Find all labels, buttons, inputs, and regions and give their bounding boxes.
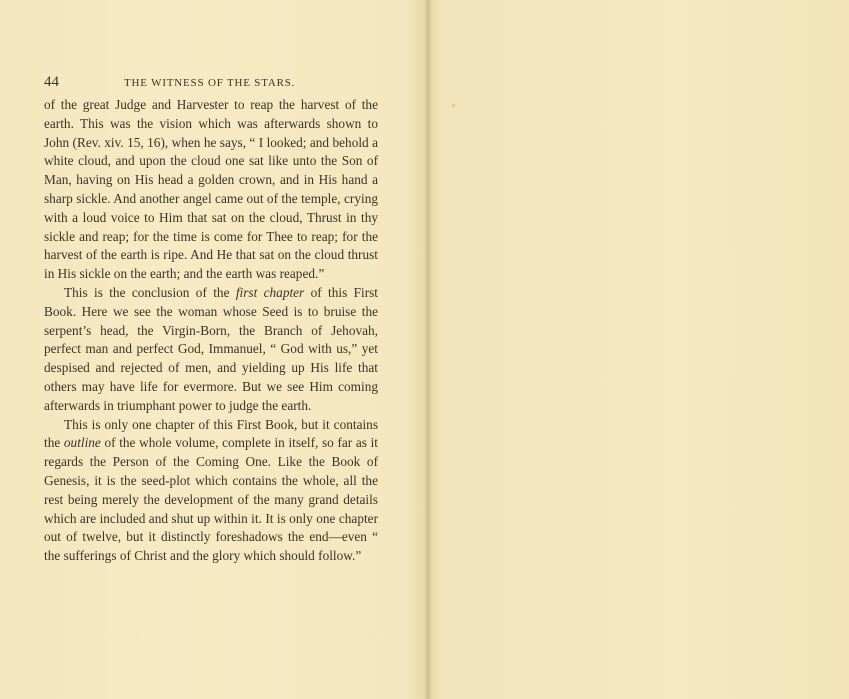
paragraph-3-text-before: This is only one chapter of this First Book, but it contains the bbox=[44, 416, 378, 451]
paragraph-3 bbox=[44, 416, 378, 566]
running-head bbox=[44, 74, 378, 96]
paragraph-3-emphasis: outline bbox=[63, 435, 101, 451]
paragraph-3-text-after: of the whole volume, complete in itself, so far as it regards the Person of the Coming One. Like the Book of Genesis, it is the seed-plot which contains the whole, all the rest being merely the development of the many grand details which are included and shut up within it. It is only one chapter out of twelve, but it distinctly foreshadows the end—even “ the sufferings of Christ and the glory which should follow.” bbox=[44, 435, 378, 564]
book-gutter bbox=[424, 0, 432, 699]
paragraph-2 bbox=[44, 284, 378, 416]
paper-spot bbox=[452, 104, 455, 107]
paragraph-2-text-after: of this First Book. Here we see the woman whose Seed is to bruise the serpent’s head, the Virgin-Born, the Branch of Jehovah, perfect man and perfect God, Immanuel, “ God with us,” yet despised and rejected of men, and yielding up His life that others may have life for evermore. But we see Him coming afterwards in triumphant power to judge the earth. bbox=[44, 284, 378, 413]
paragraph-2-text-before: This is the conclusion of the bbox=[64, 284, 236, 300]
paragraph-2-emphasis: first chapter bbox=[235, 284, 305, 300]
running-head-title: THE WITNESS OF THE STARS. bbox=[124, 77, 296, 89]
paragraph-1: of the great Judge and Harvester to reap the harvest of the earth. This was the vision which was afterwards shown to John (Rev. xiv. 15, 16), when he says, “ I looked; and behold a white cloud, and upon the cloud one sat like unto the Son of Man, having on His head a golden crown, and in His hand a sharp sickle. And another angel came out of the temple, crying with a loud voice to Him that sat on the cloud, Thrust in thy sickle and reap; for the time is come for Thee to reap; for the harvest of the earth is ripe. And He that sat on the cloud thrust in His sickle on the earth; and the earth was reaped.” bbox=[44, 97, 378, 282]
left-page bbox=[44, 74, 378, 566]
page-number: 44 bbox=[44, 74, 59, 90]
body-text bbox=[44, 96, 378, 566]
